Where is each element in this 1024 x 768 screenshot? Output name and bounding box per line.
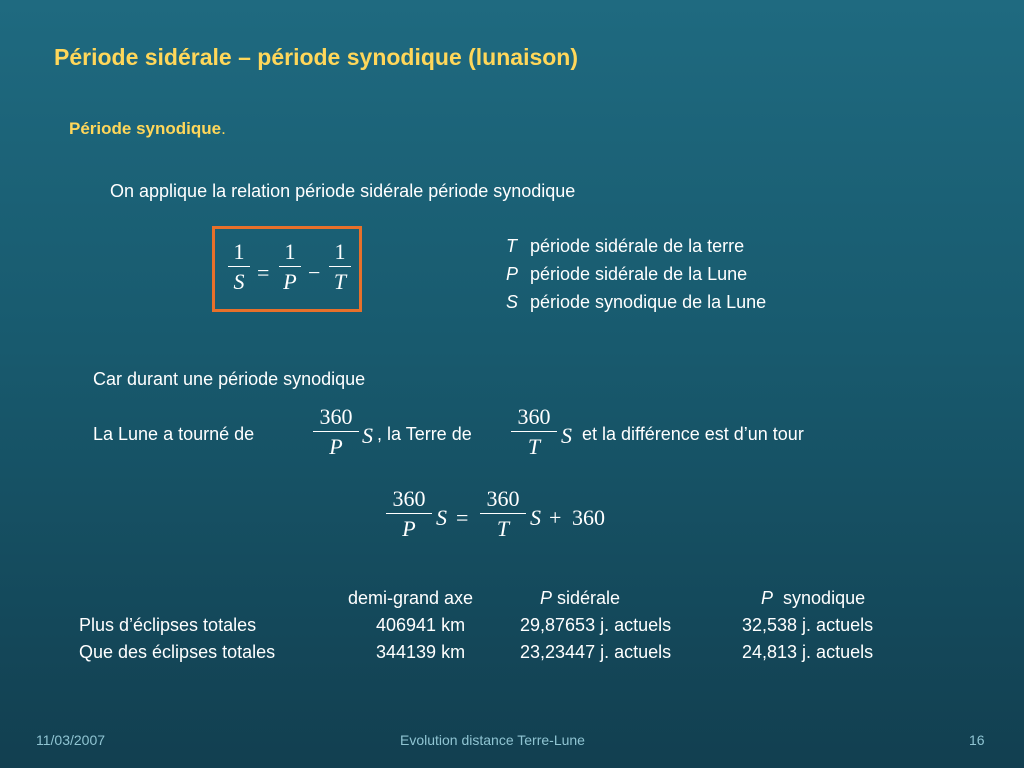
subtitle-text: Période synodique xyxy=(69,119,222,138)
final-fraction-360-over-p xyxy=(386,488,432,540)
fraction-denominator: P xyxy=(283,269,297,294)
table-cell-axe: 406941 km xyxy=(376,615,466,635)
subtitle-suffix: . xyxy=(221,119,226,138)
legend-row-t xyxy=(506,236,744,257)
plus-sign: + xyxy=(549,505,562,530)
legend-variable: P xyxy=(506,264,519,284)
table-cell-synodique: 24,813 j. actuels xyxy=(742,642,874,662)
equals-sign: = xyxy=(456,505,469,530)
fraction-denominator: T xyxy=(333,269,347,294)
table-cell-siderale: 23,23447 j. actuels xyxy=(520,642,672,662)
fraction-denominator: P xyxy=(329,434,343,459)
variable-s: S xyxy=(362,423,373,448)
section-subtitle xyxy=(69,119,226,139)
minus-sign: − xyxy=(308,260,321,285)
fraction-numerator: 1 xyxy=(334,239,346,264)
legend-row-s xyxy=(506,292,766,313)
explanation-text: Car durant une période synodique xyxy=(93,369,366,389)
constant-360: 360 xyxy=(572,505,605,530)
variable-s: S xyxy=(530,505,541,530)
fraction-denominator: T xyxy=(496,516,510,541)
fraction-numerator: 1 xyxy=(284,239,296,264)
legend-variable: T xyxy=(506,236,517,256)
lune-text-part2: , la Terre de xyxy=(377,424,472,444)
legend-description: période sidérale de la terre xyxy=(530,236,745,256)
fraction-numerator: 360 xyxy=(392,486,426,511)
intro-text: On applique la relation période sidérale période synodique xyxy=(110,181,576,201)
table-cell-siderale: 29,87653 j. actuels xyxy=(520,615,672,635)
legend-variable: S xyxy=(506,292,519,312)
fraction-1-over-s xyxy=(228,241,250,293)
fraction-360-over-p xyxy=(313,406,359,458)
fraction-denominator: T xyxy=(527,434,541,459)
table-header-variable: P xyxy=(761,588,774,608)
lune-text-part1: La Lune a tourné de xyxy=(93,424,255,444)
fraction-denominator: S xyxy=(233,269,245,294)
table-cell-axe: 344139 km xyxy=(376,642,466,662)
table-header-axe: demi-grand axe xyxy=(348,588,474,608)
table-row-label: Que des éclipses totales xyxy=(79,642,276,662)
footer-date: 11/03/2007 xyxy=(36,732,106,748)
table-header-variable: P xyxy=(540,588,553,608)
footer-title: Evolution distance Terre-Lune xyxy=(400,732,585,748)
final-fraction-360-over-t xyxy=(480,488,526,540)
table-row-label: Plus d’éclipses totales xyxy=(79,615,257,635)
fraction-360-over-t xyxy=(511,406,557,458)
legend-row-p xyxy=(506,264,747,285)
legend-description: période sidérale de la Lune xyxy=(530,264,748,284)
fraction-1-over-p xyxy=(279,241,301,293)
variable-s: S xyxy=(561,423,572,448)
table-header-siderale xyxy=(540,588,620,609)
equals-sign: = xyxy=(257,260,270,285)
table-header-label: synodique xyxy=(783,588,866,608)
fraction-numerator: 360 xyxy=(486,486,520,511)
fraction-numerator: 360 xyxy=(517,404,551,429)
lune-text-part3: et la différence est d’un tour xyxy=(582,424,804,444)
slide-title: Période sidérale – période synodique (lunaison) xyxy=(54,44,579,70)
page-number: 16 xyxy=(969,732,985,748)
boxed-equation xyxy=(212,226,362,312)
fraction-numerator: 1 xyxy=(233,239,245,264)
table-cell-synodique: 32,538 j. actuels xyxy=(742,615,874,635)
table-header-label: sidérale xyxy=(557,588,621,608)
fraction-numerator: 360 xyxy=(319,404,353,429)
fraction-denominator: P xyxy=(402,516,416,541)
legend-description: période synodique de la Lune xyxy=(530,292,767,312)
fraction-1-over-t xyxy=(329,241,351,293)
table-header-synodique xyxy=(761,588,865,609)
variable-s: S xyxy=(436,505,447,530)
